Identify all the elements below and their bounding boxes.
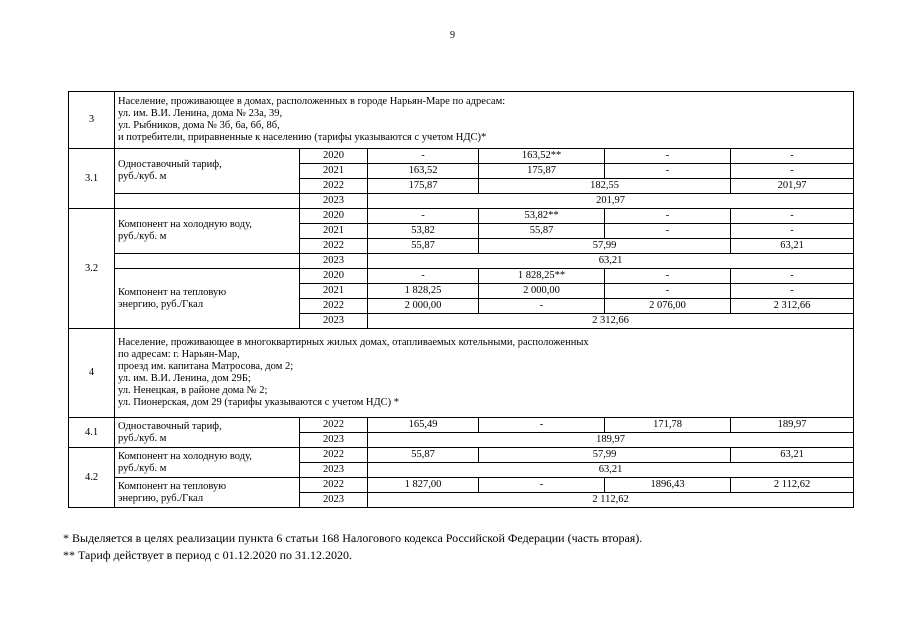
value-cell-merged: 57,99 bbox=[479, 448, 731, 463]
value-cell: 63,21 bbox=[731, 239, 854, 254]
value-cell: - bbox=[479, 418, 605, 433]
tariff-label: Компонент на тепловую энергию, руб./Гкал bbox=[115, 478, 300, 508]
year-cell: 2021 bbox=[300, 284, 368, 299]
year-cell: 2022 bbox=[300, 179, 368, 194]
section-number: 4.1 bbox=[69, 418, 115, 448]
value-cell: - bbox=[731, 269, 854, 284]
tariff-table bbox=[68, 91, 854, 508]
value-cell-merged: 63,21 bbox=[368, 254, 854, 269]
value-cell: - bbox=[479, 299, 605, 314]
value-cell: - bbox=[731, 149, 854, 164]
value-cell: - bbox=[368, 269, 479, 284]
value-cell-merged: 189,97 bbox=[368, 433, 854, 448]
year-cell: 2020 bbox=[300, 149, 368, 164]
year-cell: 2020 bbox=[300, 209, 368, 224]
year-cell: 2022 bbox=[300, 418, 368, 433]
value-cell: 165,49 bbox=[368, 418, 479, 433]
tariff-label: Компонент на холодную воду, руб./куб. м bbox=[115, 209, 300, 254]
value-cell: - bbox=[731, 209, 854, 224]
tariff-label: Одноставочный тариф, руб./куб. м bbox=[115, 149, 300, 194]
section-number: 4.2 bbox=[69, 448, 115, 508]
value-cell: - bbox=[605, 149, 731, 164]
value-cell: - bbox=[731, 224, 854, 239]
value-cell: 171,78 bbox=[605, 418, 731, 433]
empty-cell bbox=[115, 254, 300, 269]
table-row bbox=[69, 254, 854, 269]
section-number: 3 bbox=[69, 92, 115, 149]
value-cell: - bbox=[605, 164, 731, 179]
year-cell: 2022 bbox=[300, 239, 368, 254]
value-cell: 201,97 bbox=[731, 179, 854, 194]
year-cell: 2023 bbox=[300, 463, 368, 478]
page-number: 9 bbox=[450, 30, 455, 41]
footnote: ** Тариф действует в период с 01.12.2020 по 31.12.2020. bbox=[63, 548, 352, 562]
section-3-description: Население, проживающее в домах, расположенных в городе Нарьян-Маре по адресам: ул. им. В.И. Ленина, дома № 23а, 39, ул. Рыбников, дома № 3б, 6а, 6б, 8б, и потребители, приравненные к населению (тарифы указываются с учетом НДС)* bbox=[115, 92, 854, 149]
year-cell: 2022 bbox=[300, 448, 368, 463]
value-cell: 55,87 bbox=[368, 239, 479, 254]
value-cell: - bbox=[368, 209, 479, 224]
value-cell: - bbox=[731, 284, 854, 299]
value-cell: 2 000,00 bbox=[368, 299, 479, 314]
value-cell-merged: 2 312,66 bbox=[368, 314, 854, 329]
table-row bbox=[69, 194, 854, 209]
value-cell-merged: 63,21 bbox=[368, 463, 854, 478]
value-cell: 175,87 bbox=[479, 164, 605, 179]
empty-cell bbox=[115, 194, 300, 209]
value-cell: 55,87 bbox=[368, 448, 479, 463]
table-row bbox=[69, 149, 854, 164]
value-cell: 55,87 bbox=[479, 224, 605, 239]
value-cell-merged: 2 112,62 bbox=[368, 493, 854, 508]
value-cell: - bbox=[605, 209, 731, 224]
value-cell: - bbox=[605, 284, 731, 299]
value-cell: 1 827,00 bbox=[368, 478, 479, 493]
value-cell: 63,21 bbox=[731, 448, 854, 463]
value-cell: 2 312,66 bbox=[731, 299, 854, 314]
value-cell: - bbox=[605, 224, 731, 239]
value-cell: 1 828,25 bbox=[368, 284, 479, 299]
year-cell: 2023 bbox=[300, 493, 368, 508]
tariff-label: Компонент на холодную воду, руб./куб. м bbox=[115, 448, 300, 478]
year-cell: 2023 bbox=[300, 433, 368, 448]
value-cell: 189,97 bbox=[731, 418, 854, 433]
table-row bbox=[69, 269, 854, 284]
table-row bbox=[69, 478, 854, 493]
value-cell: - bbox=[605, 269, 731, 284]
section-4-row bbox=[69, 329, 854, 418]
year-cell: 2020 bbox=[300, 269, 368, 284]
value-cell-merged: 182,55 bbox=[479, 179, 731, 194]
tariff-label: Одноставочный тариф, руб./куб. м bbox=[115, 418, 300, 448]
year-cell: 2022 bbox=[300, 478, 368, 493]
value-cell: 163,52** bbox=[479, 149, 605, 164]
year-cell: 2022 bbox=[300, 299, 368, 314]
footnotes bbox=[63, 530, 642, 564]
value-cell: 1 828,25** bbox=[479, 269, 605, 284]
section-3-row bbox=[69, 92, 854, 149]
value-cell: 2 112,62 bbox=[731, 478, 854, 493]
value-cell: 2 000,00 bbox=[479, 284, 605, 299]
section-4-description: Население, проживающее в многоквартирных жилых домах, отапливаемых котельными, расположенных по адресам: г. Нарьян-Мар, проезд им. капитана Матросова, дом 2; ул. им. В.И. Ленина, дом 29Б; ул. Ненецкая, в районе дома № 2; ул. Пионерская, дом 29 (тарифы указываются с учетом НДС) * bbox=[115, 329, 854, 418]
footnote: * Выделяется в целях реализации пункта 6 статьи 168 Налогового кодекса Российской Федерации (часть вторая). bbox=[63, 531, 643, 545]
tariff-label: Компонент на тепловую энергию, руб./Гкал bbox=[115, 269, 300, 329]
value-cell: 53,82 bbox=[368, 224, 479, 239]
value-cell: 53,82** bbox=[479, 209, 605, 224]
value-cell: 163,52 bbox=[368, 164, 479, 179]
value-cell: - bbox=[368, 149, 479, 164]
year-cell: 2023 bbox=[300, 194, 368, 209]
year-cell: 2023 bbox=[300, 254, 368, 269]
table-row bbox=[69, 209, 854, 224]
table-row bbox=[69, 448, 854, 463]
section-number: 3.1 bbox=[69, 149, 115, 209]
value-cell: - bbox=[479, 478, 605, 493]
value-cell-merged: 57,99 bbox=[479, 239, 731, 254]
section-number: 4 bbox=[69, 329, 115, 418]
table-row bbox=[69, 418, 854, 433]
value-cell: 175,87 bbox=[368, 179, 479, 194]
value-cell-merged: 201,97 bbox=[368, 194, 854, 209]
year-cell: 2021 bbox=[300, 224, 368, 239]
year-cell: 2023 bbox=[300, 314, 368, 329]
value-cell: 1896,43 bbox=[605, 478, 731, 493]
year-cell: 2021 bbox=[300, 164, 368, 179]
value-cell: 2 076,00 bbox=[605, 299, 731, 314]
value-cell: - bbox=[731, 164, 854, 179]
section-number: 3.2 bbox=[69, 209, 115, 329]
